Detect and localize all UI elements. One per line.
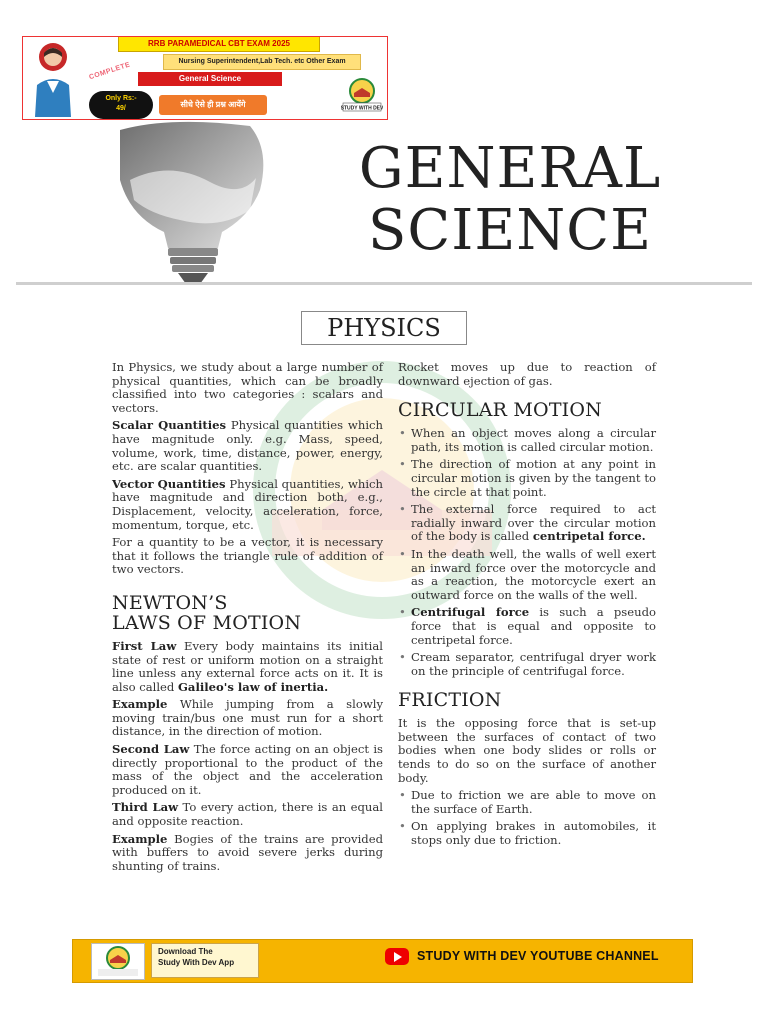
list-item: • When an object moves along a circular path, its motion is called circular motion. <box>411 427 656 454</box>
hindi-tagline: सीधे ऐसे ही प्रश्न आयेंगे <box>159 95 267 115</box>
scalar-term: Scalar Quantities <box>112 418 227 433</box>
nursing-label: Nursing Superintendent,Lab Tech. etc Other Exam <box>163 54 361 70</box>
friction-intro: It is the opposing force that is set-up between the surfaces of contact of two bodies when one body slides or rolls or tends to do so on the surface of another body. <box>398 716 656 785</box>
title-line-2: SCIENCE <box>368 198 652 263</box>
example-2 <box>112 833 383 874</box>
footer-bar <box>72 939 693 983</box>
vector-term: Vector Quantities <box>112 476 226 491</box>
nurse-illustration <box>27 41 79 117</box>
list-item: • In the death well, the walls of well exert an inward force over the motorcycle and as a reaction, the motorcycle exert an outward force on the walls of the well. <box>411 548 656 602</box>
price-line-2: 49/ <box>116 105 126 112</box>
vector-rule: For a quantity to be a vector, it is necessary that it follows the triangle rule of addition of two vectors. <box>112 535 383 577</box>
example-2-term: Example <box>112 831 168 846</box>
youtube-icon[interactable] <box>385 948 409 965</box>
vector-definition <box>112 478 383 532</box>
download-line-1: Download The <box>158 947 213 956</box>
scalar-definition <box>112 419 383 473</box>
circular-motion-heading: CIRCULAR MOTION <box>398 399 602 422</box>
title-divider <box>16 282 752 285</box>
logo-text: STUDY WITH DEV <box>341 105 383 112</box>
example-1-term: Example <box>112 697 168 712</box>
newton-heading-line-2: LAWS OF MOTION <box>112 611 302 634</box>
youtube-channel-link[interactable]: STUDY WITH DEV YOUTUBE CHANNEL <box>417 949 659 963</box>
third-law-term: Third Law <box>112 800 179 815</box>
list-item: • Cream separator, centrifugal dryer work on the principle of centrifugal force. <box>411 651 656 678</box>
circular-motion-list <box>398 427 656 678</box>
centripetal-bold: centripetal force. <box>532 529 646 544</box>
third-law <box>112 801 383 828</box>
second-law-text: The force acting on an object is directly proportional to the product of the mass of the object and the acceleration produced on it. <box>112 742 383 797</box>
centripetal-text: The external force required to act radially inward over the circular motion of the body is called <box>411 502 656 544</box>
list-item: • Due to friction we are able to move on the surface of Earth. <box>411 789 656 816</box>
example-2-text: Bogies of the trains are provided with buffers to avoid severe jerks during shunting of trains. <box>112 831 383 873</box>
example-1-text: While jumping from a slowly moving train/bus one must run for a short distance, in the direction of motion. <box>112 697 383 739</box>
exam-label: RRB PARAMEDICAL CBT EXAM 2025 <box>118 36 320 52</box>
price-badge <box>89 91 153 119</box>
centrifugal-bold: Centrifugal force <box>411 605 530 620</box>
first-law-bold: Galileo's law of inertia. <box>178 679 329 694</box>
footer-logo <box>91 943 145 980</box>
title-line-1: GENERAL <box>358 136 662 201</box>
centrifugal-text: is such a pseudo force that is equal and opposite to centripetal force. <box>411 605 656 647</box>
list-item: • The direction of motion at any point in circular motion is given by the tangent to the circle at that point. <box>411 458 656 499</box>
friction-list <box>398 789 656 847</box>
download-app-button[interactable] <box>151 943 259 978</box>
download-line-2: Study With Dev App <box>158 958 235 967</box>
right-column <box>398 361 656 852</box>
scalar-text: Physical quantities which have magnitude only. e.g. Mass, speed, volume, work, time, distance, power, energy, etc. are scalar quantities. <box>112 418 383 474</box>
second-law <box>112 743 383 797</box>
list-item <box>411 606 656 647</box>
vector-text: Physical quantities, which have magnitude and direction both, e.g., Displacement, velocity, acceleration, force, momentum, torque, etc. <box>112 476 384 532</box>
example-1 <box>112 698 383 739</box>
first-law <box>112 640 383 694</box>
list-item: • On applying brakes in automobiles, it stops only due to friction. <box>411 820 656 847</box>
first-law-term: First Law <box>112 638 177 653</box>
subject-label: General Science <box>138 72 282 86</box>
lightbulb-illustration <box>110 120 268 288</box>
rocket-text: Rocket moves up due to reaction of downward ejection of gas. <box>398 360 656 388</box>
study-with-dev-logo <box>341 77 383 113</box>
newton-heading <box>112 593 383 633</box>
list-item <box>411 503 656 544</box>
left-column <box>112 361 383 877</box>
newton-heading-line-1: NEWTON’S <box>112 591 228 614</box>
first-law-text: Every body maintains its initial state of rest or uniform motion on a straight line unless any external force acts on it. It is also called <box>112 638 384 694</box>
third-law-text: To every action, there is an equal and opposite reaction. <box>112 800 383 829</box>
section-heading: PHYSICS <box>301 311 467 345</box>
friction-heading: FRICTION <box>398 689 502 712</box>
complete-tag: COMPLETE <box>88 61 132 82</box>
promo-banner <box>22 36 388 120</box>
physics-intro: In Physics, we study about a large number of physical quantities, which can be broadly classified into two categories : scalars and vectors. <box>112 360 383 415</box>
page-title <box>330 138 690 262</box>
price-line-1: Only Rs:- <box>105 95 137 102</box>
second-law-term: Second Law <box>112 742 190 757</box>
